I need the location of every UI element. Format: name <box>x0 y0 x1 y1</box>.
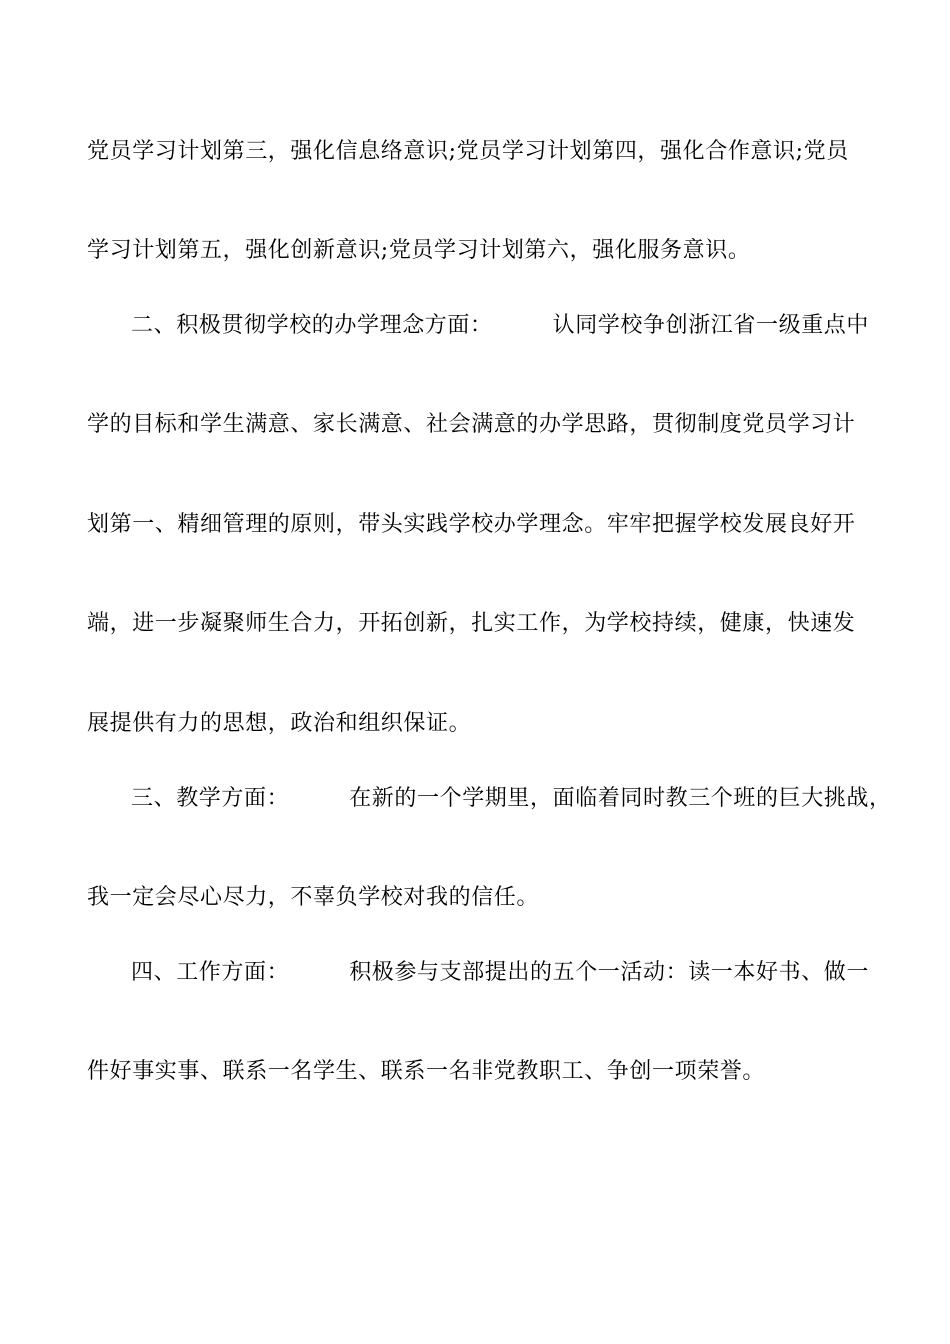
text-line-8: 件好事实事、联系一名学生、联系一名非党教职工、争创一项荣誉。 <box>87 1059 766 1084</box>
section-two-text: 认同学校争创浙江省一级重点中 <box>552 313 870 338</box>
text-line-4: 划第一、精细管理的原则，带头实践学校办学理念。牢牢把握学校发展良好开 <box>87 512 856 537</box>
body-text-line <box>87 236 750 266</box>
body-text-line <box>87 709 471 739</box>
text-line-7: 我一定会尽心尽力，不辜负学校对我的信任。 <box>87 885 540 910</box>
body-text-line <box>87 410 855 440</box>
text-line-2: 学习计划第五，强化创新意识;党员学习计划第六，强化服务意识。 <box>87 238 751 263</box>
text-line-3: 学的目标和学生满意、家长满意、社会满意的办学思路，贯彻制度党员学习计 <box>87 412 856 437</box>
section-three-text: 在新的一个学期里，面临着同时教三个班的巨大挑战， <box>349 786 892 811</box>
section-two-heading: 二、积极贯彻学校的办学理念方面： <box>131 313 493 338</box>
body-text-line <box>87 510 855 540</box>
section-three-heading: 三、教学方面： <box>131 786 290 811</box>
body-text-line <box>87 137 849 167</box>
text-line-6: 展提供有力的思想，政治和组织保证。 <box>87 711 472 736</box>
body-text-line <box>87 883 539 913</box>
text-line-5: 端，进一步凝聚师生合力，开拓创新，扎实工作，为学校持续，健康，快速发 <box>87 611 856 636</box>
section-three-paragraph-start <box>131 784 892 814</box>
section-two-paragraph-start <box>131 311 869 341</box>
body-text-line <box>87 609 855 639</box>
body-text-line <box>87 1057 765 1087</box>
section-four-text: 积极参与支部提出的五个一活动：读一本好书、做一 <box>349 960 870 985</box>
section-four-paragraph-start <box>131 958 869 988</box>
section-four-heading: 四、工作方面： <box>131 960 290 985</box>
text-line-1: 党员学习计划第三，强化信息络意识;党员学习计划第四，强化合作意识;党员 <box>87 139 849 164</box>
